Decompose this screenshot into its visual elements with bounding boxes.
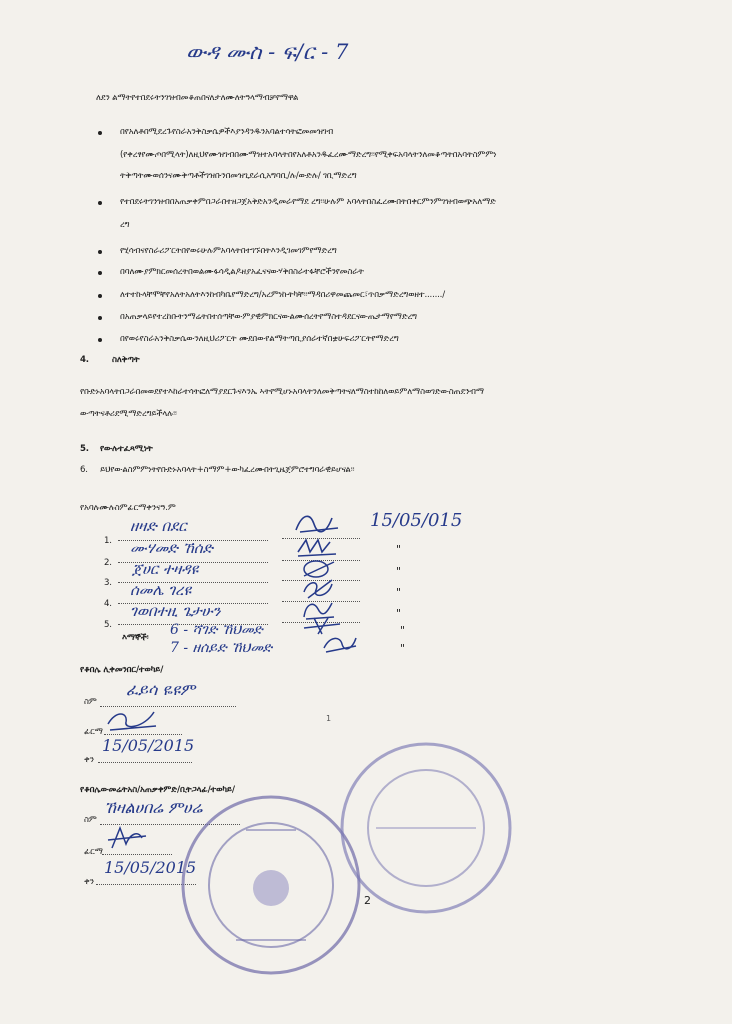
member-number: 4. <box>104 599 112 609</box>
section-4-text: ውጣትናቶሪደሚማድረግይችላሉ፡፡ <box>80 409 177 419</box>
bullet-dot <box>98 316 102 320</box>
receiver-2-title: የቆበሌውመሬትአስ/አጠቃቀምድ/ቢትጋላፊ/ተወካይ/ <box>80 785 235 795</box>
signers-header: የአባሉሙሉስምፊርማቀንናዓ.ም <box>80 503 176 513</box>
official-stamp-icon <box>336 738 516 918</box>
receiver-1-signature <box>104 708 160 734</box>
section-6-number: 6. <box>80 465 88 475</box>
bullet-line: ለተተኩላቸሞቸየአለትአለትእንከብካቤየማድረግ/አረምነኩትካቸ፡፡ማዳበሪዋመጨመር፣ጥበቃማድረግወዘተ......./ <box>120 290 445 300</box>
bullet-line: በአጠቃላይየተረከቡትንማሬትበተሰጣቸውምያዊምክርናውልሙሰረትየማስተዳደርናውጤታማየማድረግ <box>120 312 417 322</box>
page-number: 2 <box>364 894 371 907</box>
bullet-line: በየወሩየስራአንቅስቃሴውንለዚህሪፖርት ሙደበውየልማትጣቢያሰራተኛበቋሁፍሪፖርትየማድረግ <box>120 334 399 344</box>
section-4-number: 4. <box>80 355 89 365</box>
bullet-line: ትቅጣትሙወሰንናሙቅጣቶችገዝቡንበመዝጊደራሲአግባቢ/ሉ/ውድሉ/ ገቢማድረግ <box>120 171 357 181</box>
witness-entry: 6 - ሻገድ ኸህመድ <box>170 622 263 638</box>
bullet-line: በባለሙያምክርመሰረትበወልሙፋሳዲልዶዘያአፈናናውሃቅበስራተፋቸሮችንየመስራት <box>120 267 364 277</box>
witness-signature <box>320 632 360 656</box>
receiver-2-date-value: 15/05/2015 <box>104 858 197 877</box>
receiver-1-name-label: ስም <box>84 697 97 707</box>
member-number: 3. <box>104 578 112 588</box>
member-name: ዘዛድ በደር <box>130 517 187 535</box>
intro-line: ለደን ልማትየተበደሩትንገዝብመቆጠበናለታለሙለትዓላማብቻየማዋል <box>96 93 299 103</box>
receiver-2-name-value: ኸዛልሀበሬ ምሀሬ <box>104 798 203 817</box>
receiver-2-date-label: ቀን <box>84 877 94 887</box>
receiver-1-sign-line <box>104 734 182 735</box>
receiver-1-sign-label: ፊርማ <box>84 727 103 737</box>
stray-mark: 1 <box>326 714 331 723</box>
member-number: 2. <box>104 558 112 568</box>
member-name: ሙሃመድ ኸሰድ <box>130 539 213 557</box>
bullet-line: በየአለቶበሚደረጉየስራአንቅስቃሴዎችእያንዳንዱንአባልተሳትፎመመዝገብ <box>120 127 334 137</box>
bullet-line: የተበደሩትገንዝብበአጠቃቀምበጋራበተዘጋጀአቅድአንዲመራየማደ ረግ፡፡ሁሉም አባላትበስፈረሙበትበቀርምንምገዝብወጭአለማድ <box>120 197 496 207</box>
bullet-dot <box>98 271 102 275</box>
section-5-number: 5. <box>80 444 89 454</box>
bullet-line: ረግ <box>120 220 130 230</box>
member-name: ጀሀር ተዛዳዩ <box>132 560 199 578</box>
bullet-dot <box>98 294 102 298</box>
bullet-dot <box>98 201 102 205</box>
bullet-dot <box>98 131 102 135</box>
section-5-title: የውሉተፈጻሚነት <box>100 444 153 454</box>
member-date: 15/05/015 <box>370 510 463 531</box>
receiver-1-title: የቆበሌ ሊቀመንበር/ተወካይ/ <box>80 665 164 675</box>
witness-date: " <box>400 642 405 655</box>
member-date: " <box>396 543 401 556</box>
receiver-1-date-value: 15/05/2015 <box>102 736 195 755</box>
member-number: 5. <box>104 620 112 630</box>
receiver-1-name-line <box>100 706 236 707</box>
witnesses-label: እማኞች፡ <box>122 633 149 643</box>
section-6-text: ይህየውልስምምነትየቡድኑአባላት+ስማም+ውካፈረሙበትጊዜጀምሮተግባራዊይሆናል፡፡ <box>100 465 355 475</box>
bullet-line: የሂሳብናየስራሪፖርትበየወሩሁሉምአባላትበተገኙበትእንዲገመገምየማድረግ <box>120 246 337 256</box>
receiver-1-name-value: ፈይሳ ዬዩም <box>126 680 196 699</box>
member-date: " <box>396 565 401 578</box>
member-number: 1. <box>104 536 112 546</box>
bullet-line: (የቀረፃየሙጦበሚላት)ለዚህየሙዝገብበሙማዝተአባላትበየአለቶአንዱፈረሙማድረግ፡፡የሚቀፍአባላትንለመቆጣትበአባትስምምነ <box>120 150 497 160</box>
section-4-title: ስለቅጣት <box>112 355 140 365</box>
section-4-text: የቡድኑአባላትበጋራበመወደየተእከራተሳትፎለማያደርጉናእንኤ ኣትየሚሆኑአባላትንለመቅጣትናለማስተከከለወይምለማስወገድውስጠደንብማ <box>80 387 484 397</box>
receiver-2-sign-label: ፊርማ <box>84 847 103 857</box>
receiver-2-sign-line <box>102 854 172 855</box>
member-name: ገወበተዚ ጌታሁን <box>130 602 221 620</box>
bullet-dot <box>98 338 102 342</box>
handwritten-heading: ውዳ ሙስ - ፍ/ር - 7 <box>186 40 349 64</box>
member-name: ሰመሌ ገረዩ <box>130 581 192 599</box>
receiver-2-signature <box>104 824 150 852</box>
receiver-2-name-label: ስም <box>84 815 97 825</box>
receiver-1-date-label: ቀን <box>84 755 94 765</box>
member-date: " <box>396 586 401 599</box>
bullet-dot <box>98 250 102 254</box>
member-date: " <box>396 607 401 620</box>
witness-date: " <box>400 624 405 637</box>
receiver-1-date-line <box>98 762 192 763</box>
witness-entry: 7 - ዘሰይድ ኸህመድ <box>170 640 273 656</box>
